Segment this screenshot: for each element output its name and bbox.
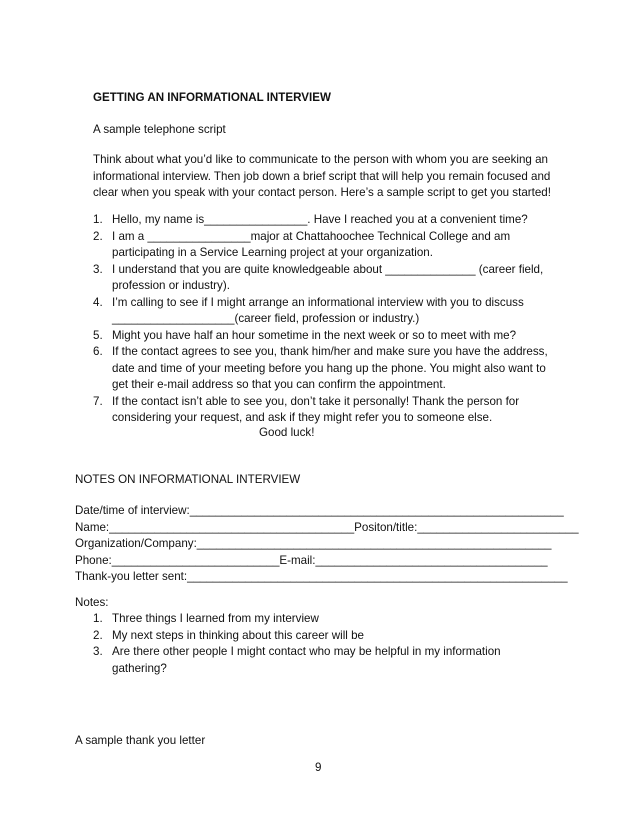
organization-field[interactable]: Organization/Company:_______________________________________________________ [75,537,552,550]
item-text: If the contact agrees to see you, thank him/her and make sure you have the address, [112,345,548,358]
item-text: date and time of your meeting before you hang up the phone. You might also want to [112,361,546,375]
item-text: Three things I learned from my interview [112,612,319,625]
script-list [93,212,548,427]
item-text: I understand that you are quite knowledgeable about ______________ (career field, [112,262,544,276]
item-number: 3. [93,645,103,658]
script-item [93,295,548,328]
script-item [93,394,548,427]
item-number: 6. [93,345,103,358]
script-item [93,344,548,394]
document-heading: GETTING AN INFORMATIONAL INTERVIEW [93,91,331,104]
item-text: ___________________(career field, profession or industry.) [112,312,420,325]
item-number: 3. [93,262,103,276]
item-text: I’m calling to see if I might arrange an informational interview with you to discuss [112,295,524,309]
notes-item [93,628,501,645]
notes-label: Notes: [75,596,109,609]
script-item [93,262,548,295]
item-text: My next steps in thinking about this career will be [112,628,364,642]
name-position-field[interactable]: Name:______________________________________Positon/title:_________________________ [75,520,579,534]
item-number: 7. [93,394,103,408]
item-number: 2. [93,229,103,243]
page-number: 9 [315,761,322,774]
subheading: A sample telephone script [93,123,226,136]
intro-line: informational interview. Then job down a brief script that will help you remain focused and [93,169,551,183]
item-text: Are there other people I might contact who may be helpful in my information [112,645,501,658]
interview-fields [75,503,579,586]
notes-item [93,644,501,677]
item-text: considering your request, and ask if they might refer you to someone else. [112,411,493,424]
item-number: 4. [93,295,103,309]
item-text: gathering? [112,661,167,675]
notes-item [93,611,501,628]
thank-you-sent-field[interactable]: Thank-you letter sent:___________________________________________________________ [75,570,568,583]
script-item [93,229,548,262]
item-text: get their e-mail address so that you can confirm the appointment. [112,378,446,391]
date-time-field[interactable]: Date/time of interview:__________________________________________________________ [75,504,564,517]
script-item [93,212,548,229]
intro-line: Think about what you’d like to communicate to the person with whom you are seeking an [93,153,548,166]
item-text: Hello, my name is________________. Have I reached you at a convenient time? [112,213,528,226]
item-text: I am a ________________major at Chattahoochee Technical College and am [112,229,511,243]
phone-email-field[interactable]: Phone:__________________________E-mail:____________________________________ [75,553,548,567]
item-text: Might you have half an hour sometime in the next week or so to meet with me? [112,328,517,342]
script-item [93,328,548,345]
item-number: 2. [93,628,103,642]
notes-heading: NOTES ON INFORMATIONAL INTERVIEW [75,473,301,486]
item-text: participating in a Service Learning project at your organization. [112,246,433,259]
intro-line: clear when you speak with your contact person. Here’s a sample script to get you started! [93,186,551,199]
item-text: profession or industry). [112,279,230,292]
good-luck: Good luck! [259,426,315,439]
intro-paragraph [93,152,551,202]
notes-list [93,611,501,677]
thank-you-letter-label: A sample thank you letter [75,734,206,747]
item-number: 5. [93,328,103,342]
item-number: 1. [93,612,103,625]
item-number: 1. [93,213,103,226]
item-text: If the contact isn’t able to see you, don’t take it personally! Thank the person for [112,394,520,408]
